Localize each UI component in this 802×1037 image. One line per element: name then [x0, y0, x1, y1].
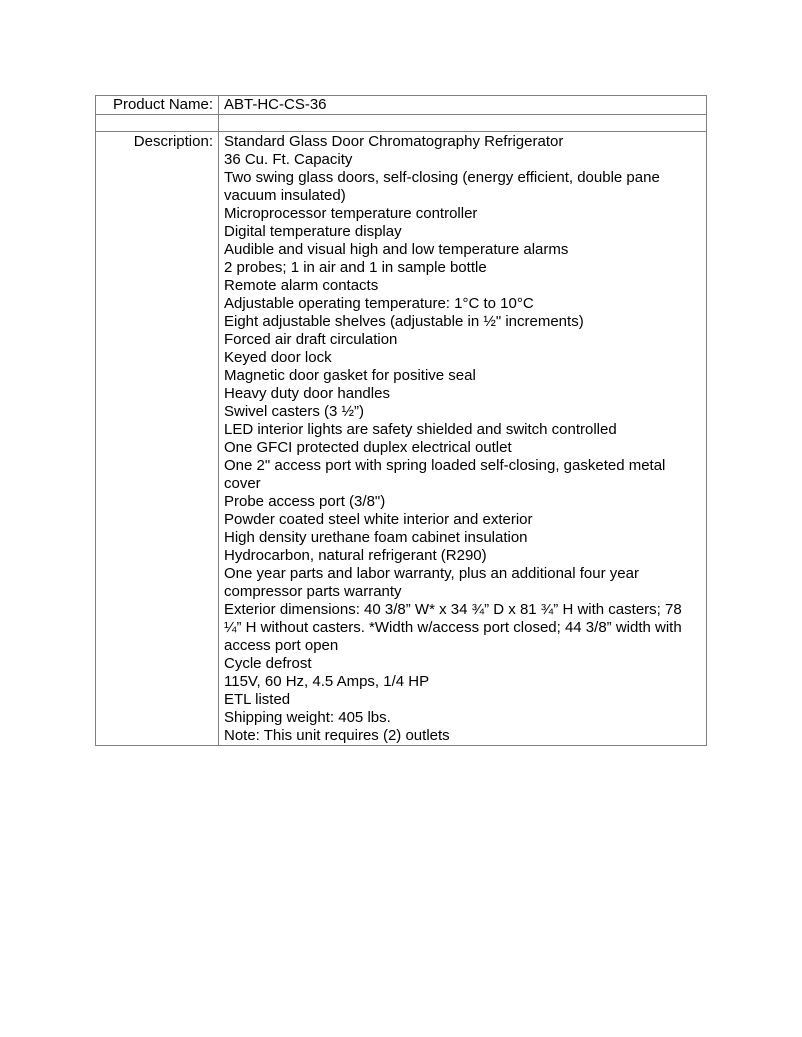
product-name-row: [96, 96, 707, 115]
description-item: Powder coated steel white interior and exterior: [224, 511, 533, 528]
empty-cell: [219, 115, 707, 132]
description-item: Microprocessor temperature controller: [224, 205, 478, 222]
description-item: Eight adjustable shelves (adjustable in ½" increments): [224, 313, 584, 330]
description-label: Description:: [96, 132, 219, 746]
description-item: Magnetic door gasket for positive seal: [224, 367, 476, 384]
description-item: Audible and visual high and low temperature alarms: [224, 241, 569, 258]
description-item: 2 probes; 1 in air and 1 in sample bottle: [224, 259, 487, 276]
description-item: Remote alarm contacts: [224, 277, 379, 294]
description-item: LED interior lights are safety shielded and switch controlled: [224, 421, 617, 438]
description-row: [96, 132, 707, 746]
description-item: Shipping weight: 405 lbs.: [224, 709, 391, 726]
description-item: Keyed door lock: [224, 349, 332, 366]
description-item: Forced air draft circulation: [224, 331, 398, 348]
description-item: One year parts and labor warranty, plus an additional four year compressor parts warranty: [224, 565, 639, 600]
description-item: High density urethane foam cabinet insulation: [224, 529, 528, 546]
description-list: [219, 132, 707, 746]
product-name-value: ABT-HC-CS-36: [219, 96, 707, 115]
description-item: Swivel casters (3 ½”): [224, 403, 365, 420]
description-item: 115V, 60 Hz, 4.5 Amps, 1/4 HP: [224, 673, 430, 690]
description-item: Heavy duty door handles: [224, 385, 390, 402]
empty-cell: [96, 115, 219, 132]
description-item: Cycle defrost: [224, 655, 312, 672]
description-item: Probe access port (3/8"): [224, 493, 386, 510]
description-item: Adjustable operating temperature: 1°C to 10°C: [224, 295, 534, 312]
description-item: Note: This unit requires (2) outlets: [224, 727, 450, 744]
description-item: Digital temperature display: [224, 223, 402, 240]
description-item: One 2" access port with spring loaded self-closing, gasketed metal cover: [224, 457, 666, 492]
description-item: Exterior dimensions: 40 3/8” W* x 34 ¾” D x 81 ¾” H with casters; 78 ¼” H without casters. *Width w/access port closed; 44 3/8” width with access port open: [224, 601, 682, 654]
description-item: 36 Cu. Ft. Capacity: [224, 151, 353, 168]
description-item: One GFCI protected duplex electrical outlet: [224, 439, 512, 456]
description-item: ETL listed: [224, 691, 291, 708]
description-item: Standard Glass Door Chromatography Refrigerator: [224, 133, 564, 150]
description-item: Two swing glass doors, self-closing (energy efficient, double pane vacuum insulated): [224, 169, 660, 204]
product-spec-table: [95, 95, 707, 746]
product-name-label: Product Name:: [96, 96, 219, 115]
empty-row: [96, 115, 707, 132]
description-item: Hydrocarbon, natural refrigerant (R290): [224, 547, 487, 564]
